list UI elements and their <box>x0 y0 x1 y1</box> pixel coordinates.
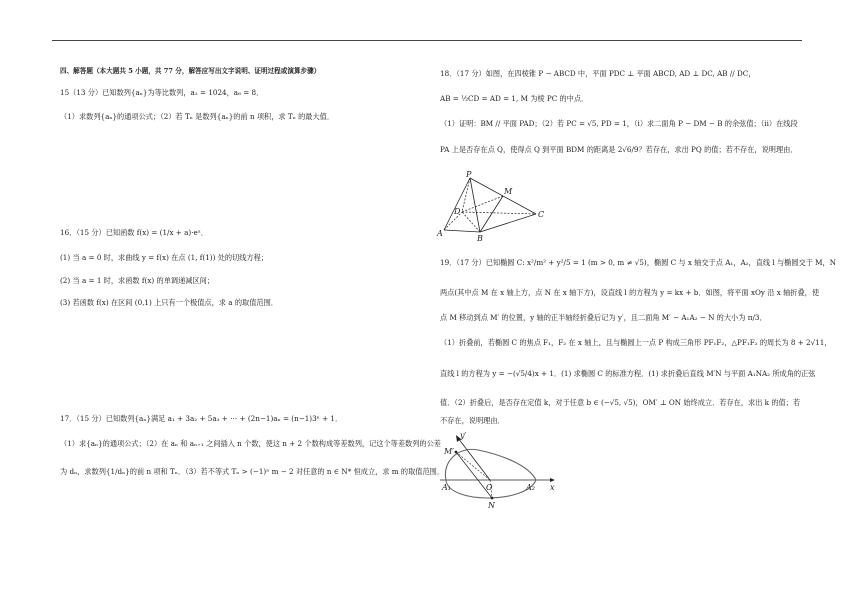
q19-line1: 19．（17 分）已知椭圆 C: x²/m² + y²/5 = 1 (m > 0, m ≠ √5)，椭圆 C 与 x 轴交于点 A₁，A₂，直线 l 与椭圆交于 M，N <box>440 258 837 267</box>
q17-line1: 17．（15 分）已知数列{aₙ}满足 a₁ + 3a₂ + 5a₃ + ⋯ + (2n−1)aₙ = (n−1)3ⁿ + 1． <box>60 414 343 423</box>
q17-line3: 为 dₙ，求数列{1/dₙ}的前 n 项和 Tₙ．（3）若不等式 Tₙ > (−1)ⁿ m − 2 对任意的 n ∈ N* 恒成立，求 m 的取值范围． <box>60 467 445 476</box>
q17-line2: （1）求{aₙ}的通项公式；（2）在 aₙ 和 aₙ₊₁ 之间插入 n 个数，使这 n + 2 个数构成等差数列，记这个等差数列的公差 <box>60 439 441 448</box>
q16-line3: (2) 当 a = 1 时，求函数 f(x) 的单调递减区间； <box>60 276 215 285</box>
label-C: C <box>538 210 545 219</box>
label-B: B <box>477 234 483 242</box>
q19-line4: （1）折叠前，若椭圆 C 的焦点 F₁，F₂ 在 x 轴上，且与椭圆上一点 P 构成三角形 PF₁F₂，△PF₁F₂ 的周长为 8 + 2√11， <box>440 338 832 347</box>
q19-ellipse-figure <box>438 432 558 512</box>
q15-line1: 15（13 分）已知数列{aₙ}为等比数列，a₂ = 1024，a₆ = 8． <box>60 88 264 97</box>
label-D: D <box>454 207 461 216</box>
label-M: M <box>504 187 513 196</box>
header-rule <box>52 40 802 41</box>
label-x: x <box>550 483 555 492</box>
q18-pyramid-figure <box>436 170 556 242</box>
q19-line6: 值．（2）折叠后，是否存在定值 k，对于任意 b ∈ (−√5, √5)，OM′ ⊥ ON 始终成立．若存在，求出 k 的值；若 <box>440 398 801 407</box>
q15-line2: （1）求数列{aₙ}的通项公式；（2）若 Tₙ 是数列{aₙ}的前 n 项积，求 Tₙ 的最大值． <box>60 112 335 121</box>
q16-line4: (3) 若函数 f(x) 在区间 (0,1) 上只有一个极值点，求 a 的取值范围． <box>60 298 278 307</box>
q18-line1: 18．（17 分）如图，在四棱锥 P − ABCD 中，平面 PDC ⊥ 平面 ABCD, AD ⊥ DC, AB // DC， <box>440 69 756 78</box>
q16-line2: (1) 当 a = 0 时，求曲线 y = f(x) 在点 (1, f(1)) 处的切线方程； <box>60 253 269 262</box>
label-M-prime: M′ <box>444 447 455 456</box>
q16-line1: 16．（15 分）已知函数 f(x) = (1/x + a)·eˣ． <box>60 228 208 237</box>
label-O: O <box>486 483 493 492</box>
q18-line2: AB = ½CD = AD = 1, M 为棱 PC 的中点． <box>440 94 589 103</box>
q19-line2: 两点(其中点 M 在 x 轴上方，点 N 在 x 轴下方)，设直线 l 的方程为 y = kx + b．如图，将平面 xOy 沿 x 轴折叠，使 <box>440 288 820 297</box>
section-header: 四、解答题（本大题共 5 小题，共 77 分，解答应写出文字说明、证明过程或演算步骤） <box>60 67 321 75</box>
q19-line5: 直线 l 的方程为 y = −(√5/4)x + 1．(1) 求椭圆 C 的标准方程．(1) 求折叠后直线 M′N 与平面 A₁NA₂ 所成角的正弦 <box>440 369 816 378</box>
label-A2: A₂ <box>526 483 535 492</box>
q18-line3: （1）证明：BM // 平面 PAD；（2）若 PC = √5, PD = 1，（i）求二面角 P − DM − B 的余弦值；（ii）在线段 <box>440 119 798 128</box>
q19-line3: 点 M 移动到点 M′ 的位置，y 轴的正半轴经折叠后记为 y′，且二面角 M′ − A₁A₂ − N 的大小为 π/3． <box>440 313 767 322</box>
label-P: P <box>466 170 472 179</box>
label-y-prime: y′ <box>460 432 467 440</box>
q19-line7: 不存在，说明理由． <box>440 416 505 425</box>
label-N: N <box>488 501 495 510</box>
label-A: A <box>437 229 443 238</box>
q18-line4: PA 上是否存在点 Q，使得点 Q 到平面 BDM 的距离是 2√6/9？若存在，求出 PQ 的值；若不存在，说明理由． <box>440 145 798 154</box>
label-A1: A₁ <box>442 483 451 492</box>
